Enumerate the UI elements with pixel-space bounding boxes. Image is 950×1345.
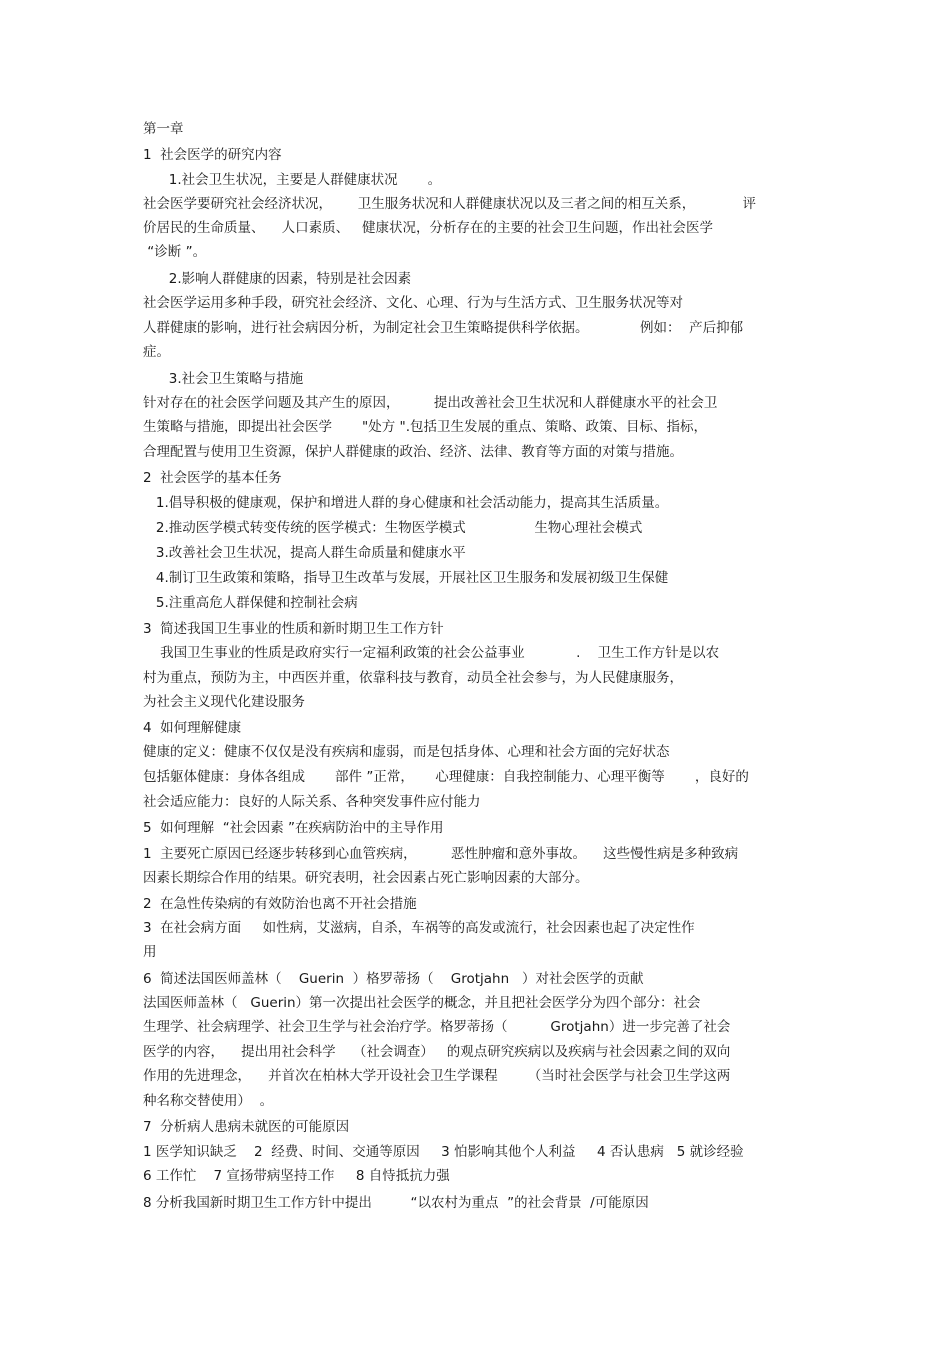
text-line: 5 如何理解 “社会因素 ”在疾病防治中的主导作用 bbox=[143, 820, 444, 836]
text-line: 3 在社会病方面 如性病，艾滋病，自杀，车祸等的高发或流行，社会因素也起了决定性作 bbox=[143, 920, 695, 936]
text-line: 1 医学知识缺乏 2 经费、时间、交通等原因 3 怕影响其他个人利益 4 否认患病 5 就诊经验 bbox=[143, 1144, 744, 1160]
text-line: 6 简述法国医师盖林（ Guerin ）格罗蒂扬（ Grotjahn ）对社会医学的贡献 bbox=[143, 971, 644, 987]
text-line: 第一章 bbox=[143, 121, 184, 137]
text-line: 2 社会医学的基本任务 bbox=[143, 470, 282, 486]
text-line: 症。 bbox=[143, 344, 170, 360]
text-line: 社会适应能力：良好的人际关系、各种突发事件应付能力 bbox=[143, 794, 481, 810]
text-line: 针对存在的社会医学问题及其产生的原因， 提出改善社会卫生状况和人群健康水平的社会卫 bbox=[143, 395, 718, 411]
text-line: 1.社会卫生状况，主要是人群健康状况 。 bbox=[143, 172, 442, 188]
text-line: 为社会主义现代化建设服务 bbox=[143, 694, 305, 710]
text-line: 2.影响人群健康的因素，特别是社会因素 bbox=[143, 271, 412, 287]
text-line: 作用的先进理念， 并首次在柏林大学开设社会卫生学课程 （当时社会医学与社会卫生学这两 bbox=[143, 1068, 731, 1084]
text-line: 因素长期综合作用的结果。研究表明，社会因素占死亡影响因素的大部分。 bbox=[143, 870, 589, 886]
text-line: 合理配置与使用卫生资源，保护人群健康的政治、经济、法律、教育等方面的对策与措施。 bbox=[143, 444, 683, 460]
text-line: 7 分析病人患病未就医的可能原因 bbox=[143, 1119, 350, 1135]
text-line: 生策略与措施，即提出社会医学 "处方 ".包括卫生发展的重点、策略、政策、目标、指标， bbox=[143, 419, 708, 435]
text-line: 3.社会卫生策略与措施 bbox=[143, 371, 304, 387]
text-line: 价居民的生命质量、 人口素质、 健康状况，分析存在的主要的社会卫生问题，作出社会医学 bbox=[143, 220, 714, 236]
text-line: 6 工作忙 7 宣扬带病坚持工作 8 自恃抵抗力强 bbox=[143, 1168, 450, 1184]
text-line: 3 简述我国卫生事业的性质和新时期卫生工作方针 bbox=[143, 621, 444, 637]
text-line: 生理学、社会病理学、社会卫生学与社会治疗学。格罗蒂扬（ Grotjahn）进一步完善了社会 bbox=[143, 1019, 731, 1035]
text-line: 2.推动医学模式转变传统的医学模式：生物医学模式 生物心理社会模式 bbox=[143, 520, 643, 536]
text-line: 8 分析我国新时期卫生工作方针中提出 “以农村为重点 ”的社会背景 /可能原因 bbox=[143, 1195, 649, 1211]
text-line: 包括躯体健康：身体各组成 部件 ”正常， 心理健康：自我控制能力、心理平衡等 ，良好的 bbox=[143, 769, 749, 785]
text-line: 1 社会医学的研究内容 bbox=[143, 147, 282, 163]
text-line: 2 在急性传染病的有效防治也离不开社会措施 bbox=[143, 896, 417, 912]
text-line: “诊断 ”。 bbox=[143, 244, 207, 260]
text-line: 社会医学要研究社会经济状况， 卫生服务状况和人群健康状况以及三者之间的相互关系， 评 bbox=[143, 196, 756, 212]
text-line: 5.注重高危人群保健和控制社会病 bbox=[143, 595, 358, 611]
text-line: 3.改善社会卫生状况，提高人群生命质量和健康水平 bbox=[143, 545, 466, 561]
text-line: 4.制订卫生政策和策略，指导卫生改革与发展，开展社区卫生服务和发展初级卫生保健 bbox=[143, 570, 669, 586]
text-line: 村为重点，预防为主，中西医并重，依靠科技与教育，动员全社会参与，为人民健康服务， bbox=[143, 670, 683, 686]
text-line: 1.倡导积极的健康观，保护和增进人群的身心健康和社会活动能力，提高其生活质量。 bbox=[143, 495, 669, 511]
text-line: 人群健康的影响，进行社会病因分析，为制定社会卫生策略提供科学依据。 例如： 产后抑郁 bbox=[143, 320, 744, 336]
text-line: 种名称交替使用） 。 bbox=[143, 1093, 274, 1109]
text-line: 1 主要死亡原因已经逐步转移到心血管疾病， 恶性肿瘤和意外事故。 这些慢性病是多种致病 bbox=[143, 846, 739, 862]
text-line: 健康的定义：健康不仅仅是没有疾病和虚弱，而是包括身体、心理和社会方面的完好状态 bbox=[143, 744, 670, 760]
text-line: 用 bbox=[143, 944, 157, 960]
text-line: 法国医师盖林（ Guerin）第一次提出社会医学的概念，并且把社会医学分为四个部分：社会 bbox=[143, 995, 701, 1011]
text-line: 我国卫生事业的性质是政府实行一定福利政策的社会公益事业 . 卫生工作方针是以农 bbox=[143, 645, 720, 661]
text-line: 医学的内容， 提出用社会科学 （社会调查） 的观点研究疾病以及疾病与社会因素之间的双向 bbox=[143, 1044, 731, 1060]
text-line: 社会医学运用多种手段，研究社会经济、文化、心理、行为与生活方式、卫生服务状况等对 bbox=[143, 295, 683, 311]
text-line: 4 如何理解健康 bbox=[143, 720, 242, 736]
